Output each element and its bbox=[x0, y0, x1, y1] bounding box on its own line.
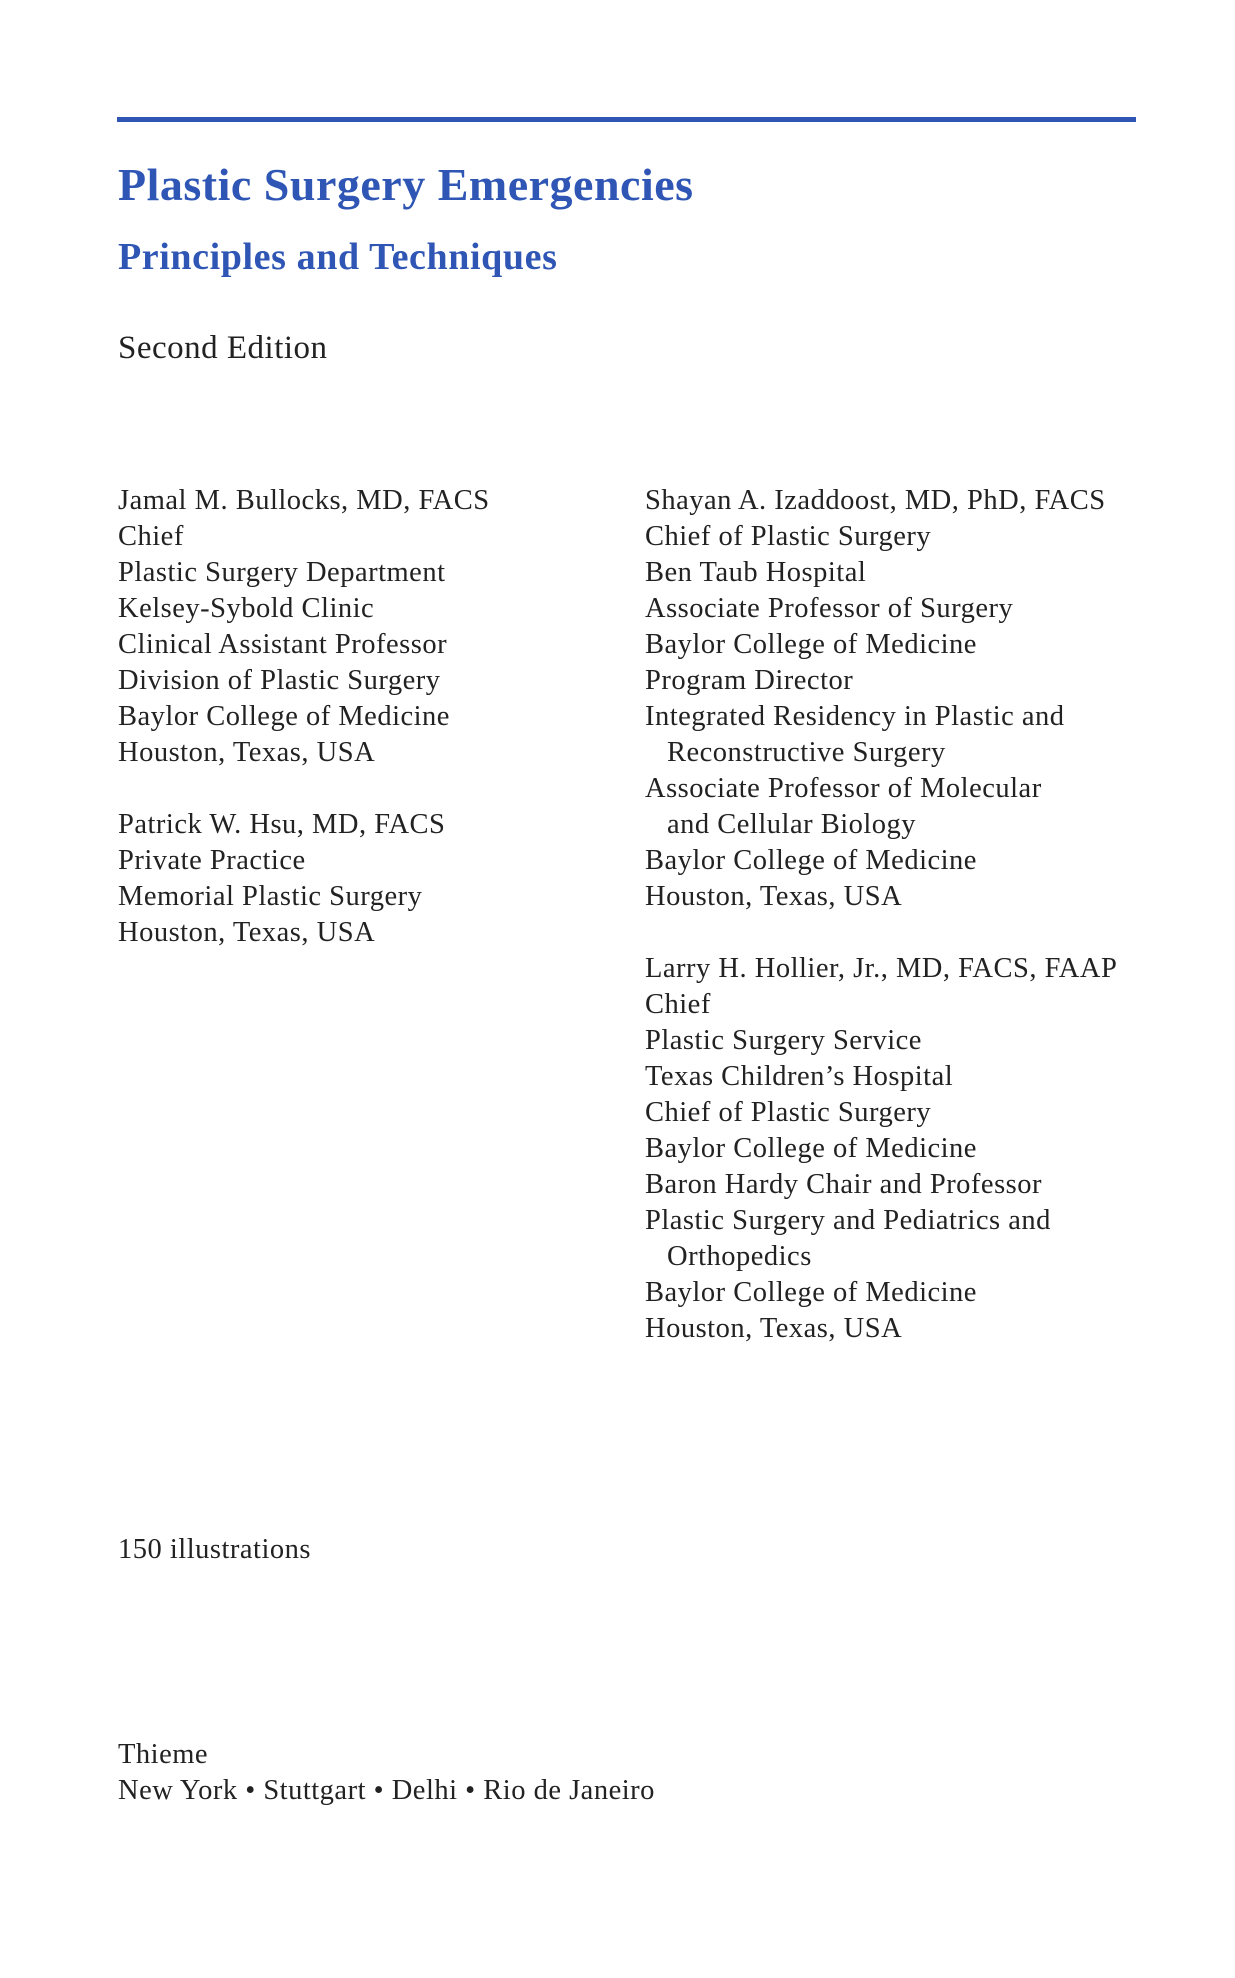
author-affiliation: Baylor College of Medicine bbox=[118, 701, 450, 732]
author-block bbox=[118, 807, 618, 951]
author-affiliation: Baron Hardy Chair and Professor bbox=[645, 1169, 1042, 1200]
author-location: Houston, Texas, USA bbox=[645, 1313, 903, 1344]
author-affiliation: Plastic Surgery Service bbox=[645, 1025, 922, 1056]
header-rule bbox=[117, 117, 1136, 122]
author-affiliation: Chief of Plastic Surgery bbox=[645, 521, 932, 552]
author-affiliation: Clinical Assistant Professor bbox=[118, 629, 448, 660]
author-name: Jamal M. Bullocks, MD, FACS bbox=[118, 485, 490, 516]
author-affiliation: Chief of Plastic Surgery bbox=[645, 1097, 932, 1128]
author-affiliation: Division of Plastic Surgery bbox=[118, 665, 441, 696]
author-block bbox=[118, 483, 618, 771]
book-title: Plastic Surgery Emergencies bbox=[118, 159, 694, 210]
author-name: Larry H. Hollier, Jr., MD, FACS, FAAP bbox=[645, 953, 1118, 984]
author-location: Houston, Texas, USA bbox=[118, 917, 376, 948]
right-author-column bbox=[645, 483, 1205, 1383]
author-block bbox=[645, 483, 1205, 915]
author-affiliation: Baylor College of Medicine bbox=[645, 629, 977, 660]
author-affiliation: Chief bbox=[118, 521, 184, 552]
publisher-block bbox=[118, 1737, 655, 1809]
author-affiliation: Ben Taub Hospital bbox=[645, 557, 867, 588]
author-affiliation: Plastic Surgery Department bbox=[118, 557, 446, 588]
author-name: Shayan A. Izaddoost, MD, PhD, FACS bbox=[645, 485, 1106, 516]
author-affiliation-continued: and Cellular Biology bbox=[667, 809, 917, 840]
left-author-column bbox=[118, 483, 618, 987]
author-affiliation: Kelsey-Sybold Clinic bbox=[118, 593, 375, 624]
author-affiliation-continued: Orthopedics bbox=[667, 1241, 812, 1272]
author-affiliation: Memorial Plastic Surgery bbox=[118, 881, 423, 912]
author-affiliation: Baylor College of Medicine bbox=[645, 845, 977, 876]
author-affiliation: Integrated Residency in Plastic and bbox=[645, 701, 1065, 732]
author-affiliation: Baylor College of Medicine bbox=[645, 1133, 977, 1164]
author-affiliation: Associate Professor of Molecular bbox=[645, 773, 1042, 804]
author-affiliation: Baylor College of Medicine bbox=[645, 1277, 977, 1308]
publisher-name: Thieme bbox=[118, 1739, 209, 1770]
author-affiliation-continued: Reconstructive Surgery bbox=[667, 737, 946, 768]
publisher-locations: New York • Stuttgart • Delhi • Rio de Janeiro bbox=[118, 1775, 655, 1806]
author-location: Houston, Texas, USA bbox=[645, 881, 903, 912]
author-location: Houston, Texas, USA bbox=[118, 737, 376, 768]
author-affiliation: Plastic Surgery and Pediatrics and bbox=[645, 1205, 1051, 1236]
author-affiliation: Texas Children’s Hospital bbox=[645, 1061, 954, 1092]
author-affiliation: Private Practice bbox=[118, 845, 306, 876]
author-affiliation: Associate Professor of Surgery bbox=[645, 593, 1014, 624]
edition-label: Second Edition bbox=[118, 330, 328, 366]
author-block bbox=[645, 951, 1205, 1347]
book-subtitle: Principles and Techniques bbox=[118, 236, 558, 278]
illustration-count: 150 illustrations bbox=[118, 1534, 311, 1565]
author-affiliation: Chief bbox=[645, 989, 711, 1020]
author-affiliation: Program Director bbox=[645, 665, 854, 696]
author-name: Patrick W. Hsu, MD, FACS bbox=[118, 809, 446, 840]
